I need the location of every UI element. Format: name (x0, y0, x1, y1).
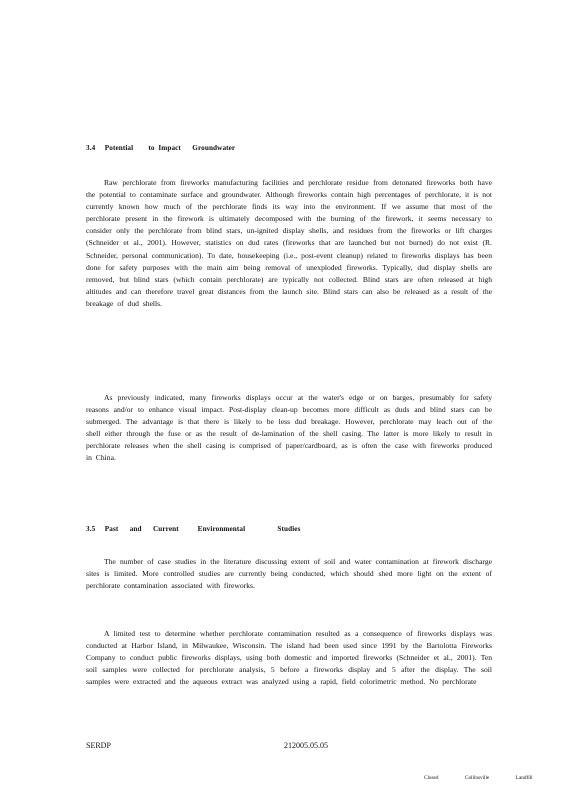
paragraph-previously-indicated (86, 392, 492, 465)
footer-site-name: Closed Collinsville Landfill (424, 775, 533, 781)
footer-organization: SERDP (86, 741, 111, 750)
paragraph-harbor-island (86, 628, 492, 688)
paragraph-text: Raw perchlorate from fireworks manufacturing facilities and perchlorate residue from detonated fireworks both have the potential to contaminate surface and groundwater. Although fireworks contain high percentages of perchlorate, it is not currently known how much of the perchlorate finds its way into the environment. If we assume that most of the perchlorate present in the firework is ultimately decomposed with the burning of the firework, it seems necessary to consider only the perchlorate from blind stars, un-ignited display shells, and residues from the fireworks or lift charges (Schneider et al., 2001). However, statistics on dud rates (fireworks that are launched but not burned) do not exist (R. Schneider, personal communication). To date, housekeeping (i.e., post-event cleanup) related to fireworks displays has been done for safety purposes with the main aim being removal of unexploded fireworks. Typically, dud display shells are removed, but blind stars (which contain perchlorate) are typically not collected. Blind stars are often released at high altitudes and can therefore travel great distances from the launch site. Blind stars can also be released as a result of the breakage of dud shells. (86, 178, 492, 308)
footer-document-number: 212005.05.05 (284, 741, 328, 750)
paragraph-text: As previously indicated, many fireworks displays occur at the water's edge or on barges, presumably for safety reasons and/or to enhance visual impact. Post-display clean-up becomes more difficult as duds and blind stars can be submerged. The advantage is that there is likely to be less dud breakage. However, perchlorate may leach out of the shell either through the fuse or as the result of de-lamination of the shell casing. The latter is more likely to result in perchlorate releases when the shell casing is comprised of paper/cardboard, as is often the case with fireworks produced in China. (86, 393, 492, 463)
section-heading-3-4: 3.4 Potential to Impact Groundwater (86, 144, 236, 152)
paragraph-raw-perchlorate (86, 177, 492, 310)
paragraph-text: A limited test to determine whether perchlorate contamination resulted as a consequence of fireworks displays was conducted at Harbor Island, in Milwaukee, Wisconsin. The island had been used since 1991 by the Bartolotta Fireworks Company to conduct public fireworks displays, using both domestic and imported fireworks (Schneider et al., 2001). Ten soil samples were collected for perchlorate analysis, 5 before a fireworks display and 5 after the display. The soil samples were extracted and the aqueous extract was analyzed using a rapid, field colorimetric method. No perchlorate (86, 629, 492, 687)
paragraph-text: The number of case studies in the literature discussing extent of soil and water contamination at firework discharge sites is limited. More controlled studies are currently being conducted, which should shed more light on the extent of perchlorate contamination associated with fireworks. (86, 557, 492, 591)
section-heading-3-5: 3.5 Past and Current Environmental Studies (86, 525, 301, 533)
paragraph-case-studies (86, 556, 492, 592)
